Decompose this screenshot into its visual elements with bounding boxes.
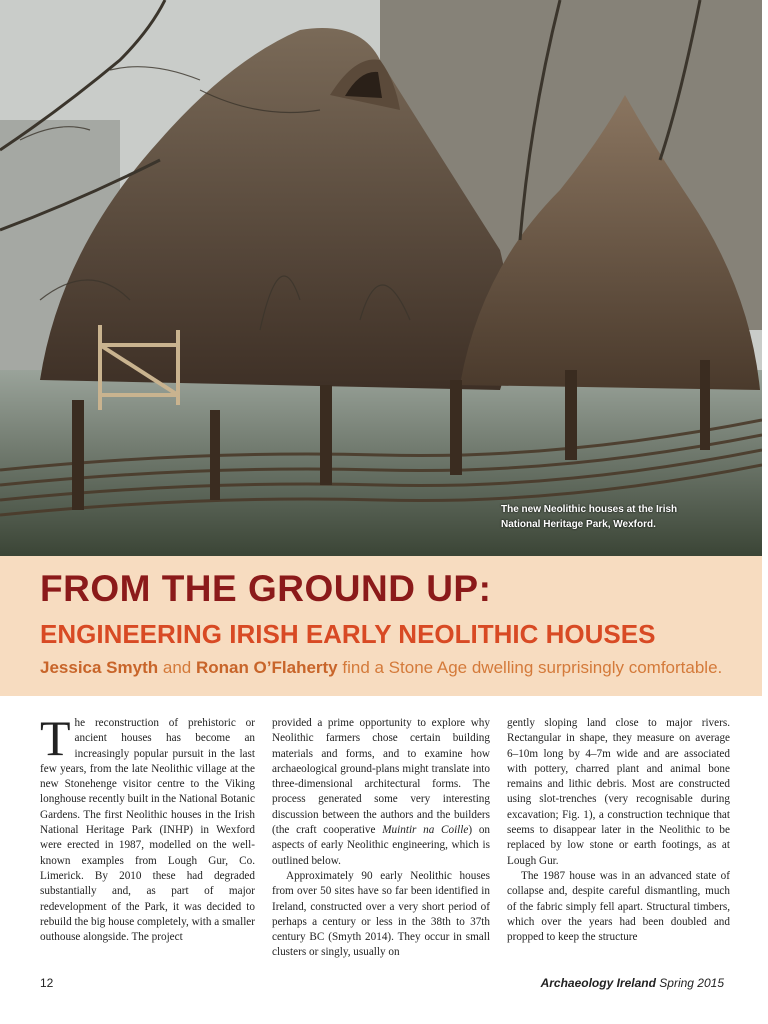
author-name: Ronan O’Flaherty bbox=[195, 658, 338, 677]
text-column-2 bbox=[272, 716, 490, 961]
byline bbox=[40, 658, 722, 678]
paragraph: gently sloping land close to major rivers. Rectangular in shape, they measure on average 6–10m long by 4–7m wide and are associated with pottery, charred plant and animal bone remains and lithic debris. Most are constructed using slot-trenches (very recognisable during excavation; Fig. 1), a construction technique that seems to disappear later in the Neolithic to be replaced by low stone or earth footings, as at Lough Gur. bbox=[507, 717, 730, 867]
author-name: Jessica Smyth bbox=[40, 658, 159, 677]
italic-term: Muintir na Coille bbox=[382, 824, 469, 837]
paragraph: The 1987 house was in an advanced state of collapse and, despite careful dismantling, much of the fabric simply fell apart. Structural timbers, which over the years had been doubled and propped to keep the structure bbox=[507, 869, 730, 944]
paragraph-text: ) on aspects of early Neolithic engineering, which is outlined below. bbox=[272, 824, 491, 867]
page-number: 12 bbox=[40, 976, 54, 990]
paragraph bbox=[40, 710, 255, 945]
text-column-3 bbox=[507, 716, 730, 945]
paragraph: Approximately 90 early Neolithic houses from over 50 sites have so far been identified in Ireland, constructed over a very short period of perhaps a century or less in the 38th to 37th century BC (Smyth 2014). They occur in small clusters or singly, usually on bbox=[272, 869, 490, 959]
byline-tagline: find a Stone Age dwelling surprisingly comfortable. bbox=[337, 658, 723, 677]
article-title: FROM THE GROUND UP: bbox=[40, 568, 492, 609]
paragraph-text: provided a prime opportunity to explore why Neolithic farmers chose certain building materials and forms, and to examine how archaeological ground-plans might translate into three-dimensional architectural forms. The process generated some very interesting discussion between the authors and the builders (the craft cooperative bbox=[272, 717, 490, 837]
journal-name: Archaeology Ireland bbox=[540, 976, 656, 990]
photo-caption: The new Neolithic houses at the Irish National Heritage Park, Wexford. bbox=[501, 504, 678, 530]
journal-issue: Spring 2015 bbox=[655, 976, 724, 990]
article-subtitle: ENGINEERING IRISH EARLY NEOLITHIC HOUSES bbox=[40, 619, 656, 649]
text-column-1 bbox=[40, 710, 255, 945]
paragraph bbox=[272, 716, 490, 869]
drop-cap: T bbox=[40, 710, 71, 766]
journal-footer bbox=[541, 976, 724, 990]
paragraph-text: he reconstruction of prehistoric or ancient houses has become an increasingly popular pursuit in the last few years, from the late Neolithic village at the new Stonehenge visitor centre to the Viking longhouse recently built in the National Botanic Gardens. The first Neolithic houses in the Irish National Heritage Park (INHP) in Wexford were erected in 1987, modelled on the well-known examples from Lough Gur, Co. Limerick. By 2010 these had degraded substantially and, as part of major redevelopment of the Park, it was decided to rebuild the big house completely, with a smaller outhouse alongside. The project bbox=[40, 717, 255, 944]
byline-conjunction: and bbox=[158, 658, 196, 677]
